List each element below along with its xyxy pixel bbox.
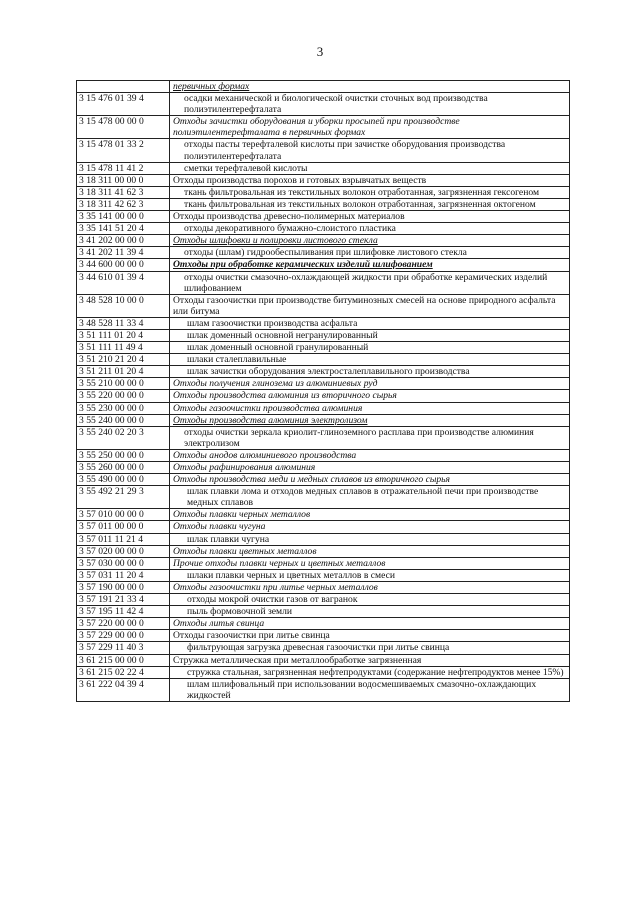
waste-name-cell <box>170 642 570 654</box>
waste-code-cell: 3 55 230 00 00 0 <box>77 402 170 414</box>
waste-name-text: шлак плавки чугуна <box>187 533 270 545</box>
waste-code-cell: 3 35 141 51 20 4 <box>77 223 170 235</box>
table-row <box>77 557 570 569</box>
table-row <box>77 139 570 162</box>
waste-name-text: стружка стальная, загрязненная нефтепродуктами (содержание нефтепродуктов менее 15%) <box>187 666 564 678</box>
waste-code-cell: 3 51 111 11 49 4 <box>77 342 170 354</box>
waste-code-cell: 3 57 010 00 00 0 <box>77 509 170 521</box>
table-row <box>77 342 570 354</box>
table-row <box>77 186 570 198</box>
waste-name-cell <box>170 666 570 678</box>
waste-name-text: Отходы плавки чугуна <box>173 521 266 533</box>
waste-name-text: шлак доменный основной гранулированный <box>187 342 369 354</box>
waste-name-text: Отходы производства древесно-полимерных материалов <box>173 211 405 223</box>
waste-name-text: Отходы анодов алюминиевого производства <box>173 449 357 461</box>
waste-code-cell: 3 44 610 01 39 4 <box>77 271 170 294</box>
waste-code-cell: 3 48 528 11 33 4 <box>77 317 170 329</box>
waste-code-cell <box>77 81 170 93</box>
waste-code-cell: 3 57 190 00 00 0 <box>77 581 170 593</box>
table-row <box>77 449 570 461</box>
waste-name-cell <box>170 509 570 521</box>
waste-name-cell <box>170 139 570 162</box>
waste-code-cell: 3 57 191 21 33 4 <box>77 594 170 606</box>
table-body <box>77 81 570 702</box>
waste-name-text: Отходы при обработке керамических изделий шлифованием <box>173 259 433 271</box>
waste-name-cell <box>170 545 570 557</box>
waste-name-text: Отходы зачистки оборудования и уборки просыпей при производстве полиэтилентерефталата в первичных формах <box>173 116 460 139</box>
waste-name-cell <box>170 678 570 701</box>
table-row <box>77 533 570 545</box>
waste-name-text: шлам газоочистки производства асфальта <box>187 317 358 329</box>
waste-code-cell: 3 55 492 21 29 3 <box>77 486 170 509</box>
table-row <box>77 329 570 341</box>
waste-code-cell: 3 57 229 00 00 0 <box>77 630 170 642</box>
table-row <box>77 211 570 223</box>
waste-name-text: ткань фильтровальная из текстильных волокон отработанная, загрязненная гексогеном <box>184 186 540 198</box>
waste-name-text: Отходы производства алюминия из вторичного сырья <box>173 390 397 402</box>
table-row <box>77 378 570 390</box>
waste-name-text: пыль формовочной земли <box>187 606 293 618</box>
waste-code-cell: 3 51 111 01 20 4 <box>77 329 170 341</box>
waste-code-cell: 3 55 240 02 20 3 <box>77 426 170 449</box>
waste-code-cell: 3 57 011 11 21 4 <box>77 533 170 545</box>
table-row <box>77 390 570 402</box>
waste-name-cell <box>170 116 570 139</box>
waste-code-cell: 3 55 220 00 00 0 <box>77 390 170 402</box>
waste-code-cell: 3 35 141 00 00 0 <box>77 211 170 223</box>
waste-code-cell: 3 61 215 02 22 4 <box>77 666 170 678</box>
waste-name-cell <box>170 354 570 366</box>
waste-name-text: Отходы производства меди и медных сплавов из вторичного сырья <box>173 474 450 486</box>
table-row <box>77 630 570 642</box>
waste-name-cell <box>170 557 570 569</box>
waste-name-text: шлак доменный основной негранулированный <box>187 329 378 341</box>
waste-name-text: Стружка металлическая при металлообработке загрязненная <box>173 654 422 666</box>
waste-name-text: Прочие отходы плавки черных и цветных металлов <box>173 557 386 569</box>
waste-name-cell <box>170 569 570 581</box>
waste-name-text: Отходы газоочистки при производстве битуминозных смесей на основе природного асфальта или битума <box>173 294 556 317</box>
waste-name-cell <box>170 474 570 486</box>
waste-name-text: Отходы газоочистки производства алюминия <box>173 402 363 414</box>
waste-name-cell <box>170 162 570 174</box>
waste-name-text: отходы очистки смазочно-охлаждающей жидкости при обработке керамических изделий шлифованием <box>184 271 548 294</box>
waste-name-cell <box>170 390 570 402</box>
waste-code-cell: 3 57 011 00 00 0 <box>77 521 170 533</box>
waste-name-cell <box>170 366 570 378</box>
waste-name-text: Отходы газоочистки при литье черных металлов <box>173 581 378 593</box>
table-row <box>77 654 570 666</box>
table-row <box>77 678 570 701</box>
waste-name-text: сметки терефталевой кислоты <box>184 162 308 174</box>
table-row <box>77 317 570 329</box>
waste-code-cell: 3 44 600 00 00 0 <box>77 259 170 271</box>
waste-code-cell: 3 55 210 00 00 0 <box>77 378 170 390</box>
waste-code-cell: 3 51 211 01 20 4 <box>77 366 170 378</box>
waste-name-cell <box>170 198 570 210</box>
waste-name-cell <box>170 521 570 533</box>
waste-code-cell: 3 18 311 42 62 3 <box>77 198 170 210</box>
waste-name-text: шлам шлифовальный при использовании водосмешиваемых смазочно-охлаждающих жидкостей <box>187 678 537 701</box>
waste-name-text: первичных формах <box>173 81 250 92</box>
table-row <box>77 235 570 247</box>
table-row <box>77 521 570 533</box>
waste-code-cell: 3 55 250 00 00 0 <box>77 449 170 461</box>
waste-name-text: Отходы плавки черных металлов <box>173 509 311 521</box>
waste-name-cell <box>170 223 570 235</box>
waste-code-cell: 3 15 478 01 33 2 <box>77 139 170 162</box>
waste-name-cell <box>170 211 570 223</box>
table-row <box>77 116 570 139</box>
table-row <box>77 642 570 654</box>
waste-name-cell <box>170 247 570 259</box>
waste-name-cell <box>170 449 570 461</box>
waste-name-cell <box>170 235 570 247</box>
table-row <box>77 366 570 378</box>
waste-code-cell: 3 57 220 00 00 0 <box>77 618 170 630</box>
table-row <box>77 247 570 259</box>
waste-name-cell <box>170 329 570 341</box>
waste-classification-table <box>76 80 570 702</box>
waste-code-cell: 3 15 478 00 00 0 <box>77 116 170 139</box>
waste-name-cell <box>170 654 570 666</box>
waste-code-cell: 3 57 195 11 42 4 <box>77 606 170 618</box>
waste-name-text: отходы (шлам) гидрообеспыливания при шлифовке листового стекла <box>184 247 467 259</box>
waste-name-text: Отходы литья свинца <box>173 618 265 630</box>
waste-code-cell: 3 57 229 11 40 3 <box>77 642 170 654</box>
waste-name-text: ткань фильтровальная из текстильных волокон отработанная, загрязненная октогеном <box>184 198 536 210</box>
waste-code-cell: 3 18 311 00 00 0 <box>77 174 170 186</box>
waste-name-text: отходы мокрой очистки газов от вагранок <box>187 594 358 606</box>
waste-name-text: Отходы производства порохов и готовых взрывчатых веществ <box>173 174 427 186</box>
table-row <box>77 174 570 186</box>
waste-code-cell: 3 48 528 10 00 0 <box>77 294 170 317</box>
waste-code-cell: 3 61 215 00 00 0 <box>77 654 170 666</box>
waste-name-cell <box>170 414 570 426</box>
waste-name-cell <box>170 342 570 354</box>
waste-name-cell <box>170 462 570 474</box>
table-row <box>77 414 570 426</box>
waste-name-text: Отходы получения глинозема из алюминиевых руд <box>173 378 378 390</box>
waste-name-cell <box>170 81 570 93</box>
waste-name-cell <box>170 630 570 642</box>
table-row <box>77 81 570 93</box>
waste-name-cell <box>170 486 570 509</box>
waste-name-text: Отходы рафинирования алюминия <box>173 462 316 473</box>
table-row <box>77 545 570 557</box>
waste-name-text: Отходы производства алюминия электролизом <box>173 414 368 426</box>
waste-code-cell: 3 61 222 04 39 4 <box>77 678 170 701</box>
waste-code-cell: 3 55 240 00 00 0 <box>77 414 170 426</box>
table-row <box>77 162 570 174</box>
waste-name-cell <box>170 426 570 449</box>
waste-name-cell <box>170 271 570 294</box>
table-row <box>77 618 570 630</box>
table-row <box>77 402 570 414</box>
waste-name-text: шлаки сталеплавильные <box>187 354 287 366</box>
table-row <box>77 198 570 210</box>
table-row <box>77 606 570 618</box>
waste-name-cell <box>170 618 570 630</box>
waste-name-text: шлаки плавки черных и цветных металлов в смеси <box>187 569 395 581</box>
waste-name-text: фильтрующая загрузка древесная газоочистки при литье свинца <box>187 642 450 654</box>
waste-code-cell: 3 55 260 00 00 0 <box>77 462 170 474</box>
waste-name-cell <box>170 533 570 545</box>
waste-name-text: Отходы газоочистки при литье свинца <box>173 630 330 642</box>
table-row <box>77 509 570 521</box>
waste-code-cell: 3 51 210 21 20 4 <box>77 354 170 366</box>
waste-name-text: отходы декоративного бумажно-слоистого пластика <box>184 223 396 235</box>
waste-name-cell <box>170 594 570 606</box>
table-row <box>77 354 570 366</box>
table-row <box>77 474 570 486</box>
table-row <box>77 581 570 593</box>
waste-name-cell <box>170 317 570 329</box>
waste-code-cell: 3 57 031 11 20 4 <box>77 569 170 581</box>
table-row <box>77 666 570 678</box>
waste-code-cell: 3 18 311 41 62 3 <box>77 186 170 198</box>
waste-name-cell <box>170 606 570 618</box>
waste-name-text: Отходы шлифовки и полировки листового стекла <box>173 235 378 247</box>
waste-code-cell: 3 57 030 00 00 0 <box>77 557 170 569</box>
page-number: 3 <box>316 44 324 59</box>
waste-code-cell: 3 41 202 00 00 0 <box>77 235 170 247</box>
waste-name-cell <box>170 186 570 198</box>
table-row <box>77 569 570 581</box>
waste-name-cell <box>170 402 570 414</box>
waste-code-cell: 3 41 202 11 39 4 <box>77 247 170 259</box>
table-row <box>77 259 570 271</box>
table-row <box>77 271 570 294</box>
waste-name-text: Отходы плавки цветных металлов <box>173 545 317 557</box>
table-row <box>77 93 570 116</box>
waste-code-cell: 3 15 476 01 39 4 <box>77 93 170 116</box>
table-row <box>77 294 570 317</box>
waste-name-cell <box>170 174 570 186</box>
waste-name-cell <box>170 294 570 317</box>
waste-name-cell <box>170 581 570 593</box>
table-row <box>77 223 570 235</box>
waste-name-text: шлак зачистки оборудования электросталеплавильного производства <box>187 366 470 378</box>
table-row <box>77 426 570 449</box>
waste-code-cell: 3 55 490 00 00 0 <box>77 474 170 486</box>
waste-name-text: осадки механической и биологической очистки сточных вод производства полиэтилентерефталата <box>184 93 488 116</box>
waste-name-cell <box>170 259 570 271</box>
waste-code-cell: 3 57 020 00 00 0 <box>77 545 170 557</box>
waste-name-text: отходы очистки зеркала криолит-глиноземного расплава при производстве алюминия электролизом <box>184 426 534 449</box>
waste-code-cell: 3 15 478 11 41 2 <box>77 162 170 174</box>
waste-name-cell <box>170 378 570 390</box>
table-row <box>77 462 570 474</box>
waste-name-cell <box>170 93 570 116</box>
table-row <box>77 486 570 509</box>
table-row <box>77 594 570 606</box>
waste-name-text: отходы пасты терефталевой кислоты при зачистке оборудования производства полиэтилентерефталата <box>184 139 506 162</box>
waste-name-text: шлак плавки лома и отходов медных сплавов в отражательной печи при производстве медных сплавов <box>187 486 539 509</box>
